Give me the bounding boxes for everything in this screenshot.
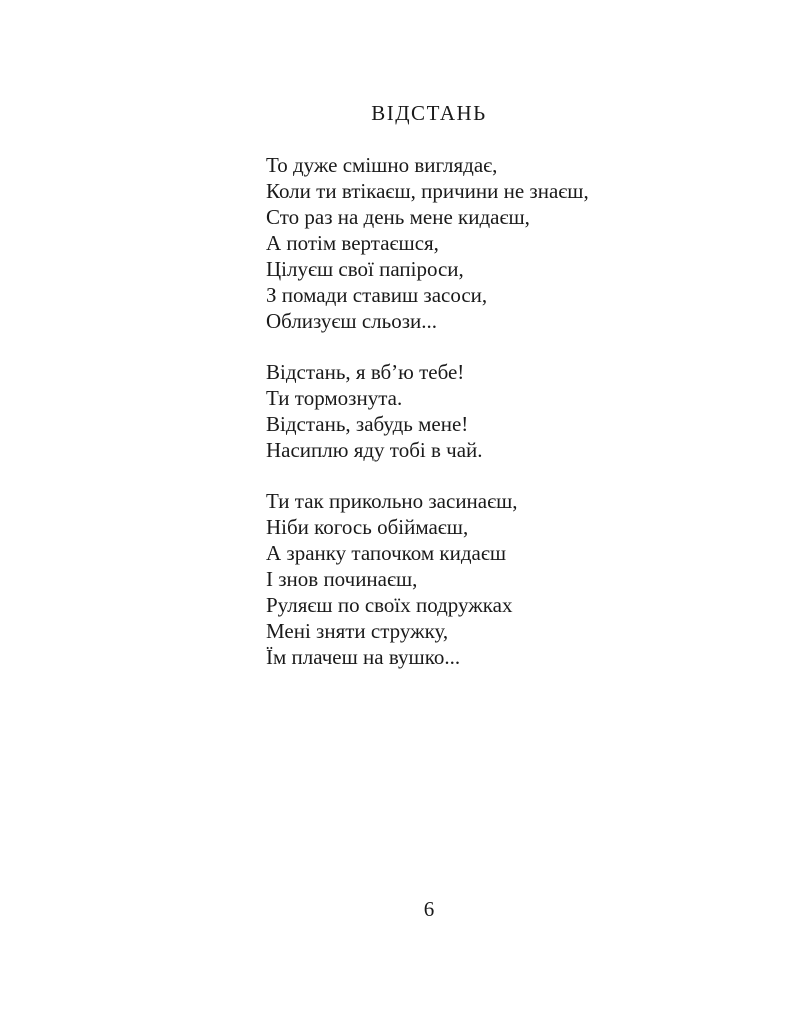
- poem-line: Ніби когось обіймаєш,: [266, 515, 469, 539]
- poem-line: Відстань, забудь мене!: [266, 412, 469, 436]
- poem-line: Відстань, я вб’ю тебе!: [266, 360, 465, 384]
- poem-line: Облизуєш сльози...: [266, 309, 437, 333]
- stanza-1: [266, 152, 746, 334]
- poem-line: Ти так прикольно засинаєш,: [266, 489, 518, 513]
- poem-line: Ти тормознута.: [266, 386, 403, 410]
- poem-body: [266, 152, 746, 695]
- poem-line: З помади ставиш засоси,: [266, 283, 488, 307]
- poem-line: Насиплю яду тобі в чай.: [266, 438, 483, 462]
- poem-line: Мені зняти стружку,: [266, 619, 449, 643]
- poem-line: То дуже смішно виглядає,: [266, 153, 498, 177]
- stanza-2: [266, 359, 746, 463]
- poem-line: Сто раз на день мене кидаєш,: [266, 205, 530, 229]
- poem-line: А потім вертаєшся,: [266, 231, 439, 255]
- poem-line: Руляєш по своїх подружках: [266, 593, 513, 617]
- poem-line: Їм плачеш на вушко...: [266, 645, 461, 669]
- poem-line: Коли ти втікаєш, причини не знаєш,: [266, 179, 589, 203]
- poem-line: І знов починаєш,: [266, 567, 418, 591]
- poem-line: А зранку тапочком кидаєш: [266, 541, 507, 565]
- poem-title: ВІДСТАНЬ: [371, 101, 487, 125]
- poem-line: Цілуєш свої папіроси,: [266, 257, 464, 281]
- stanza-3: [266, 488, 746, 670]
- page-number: 6: [423, 897, 435, 921]
